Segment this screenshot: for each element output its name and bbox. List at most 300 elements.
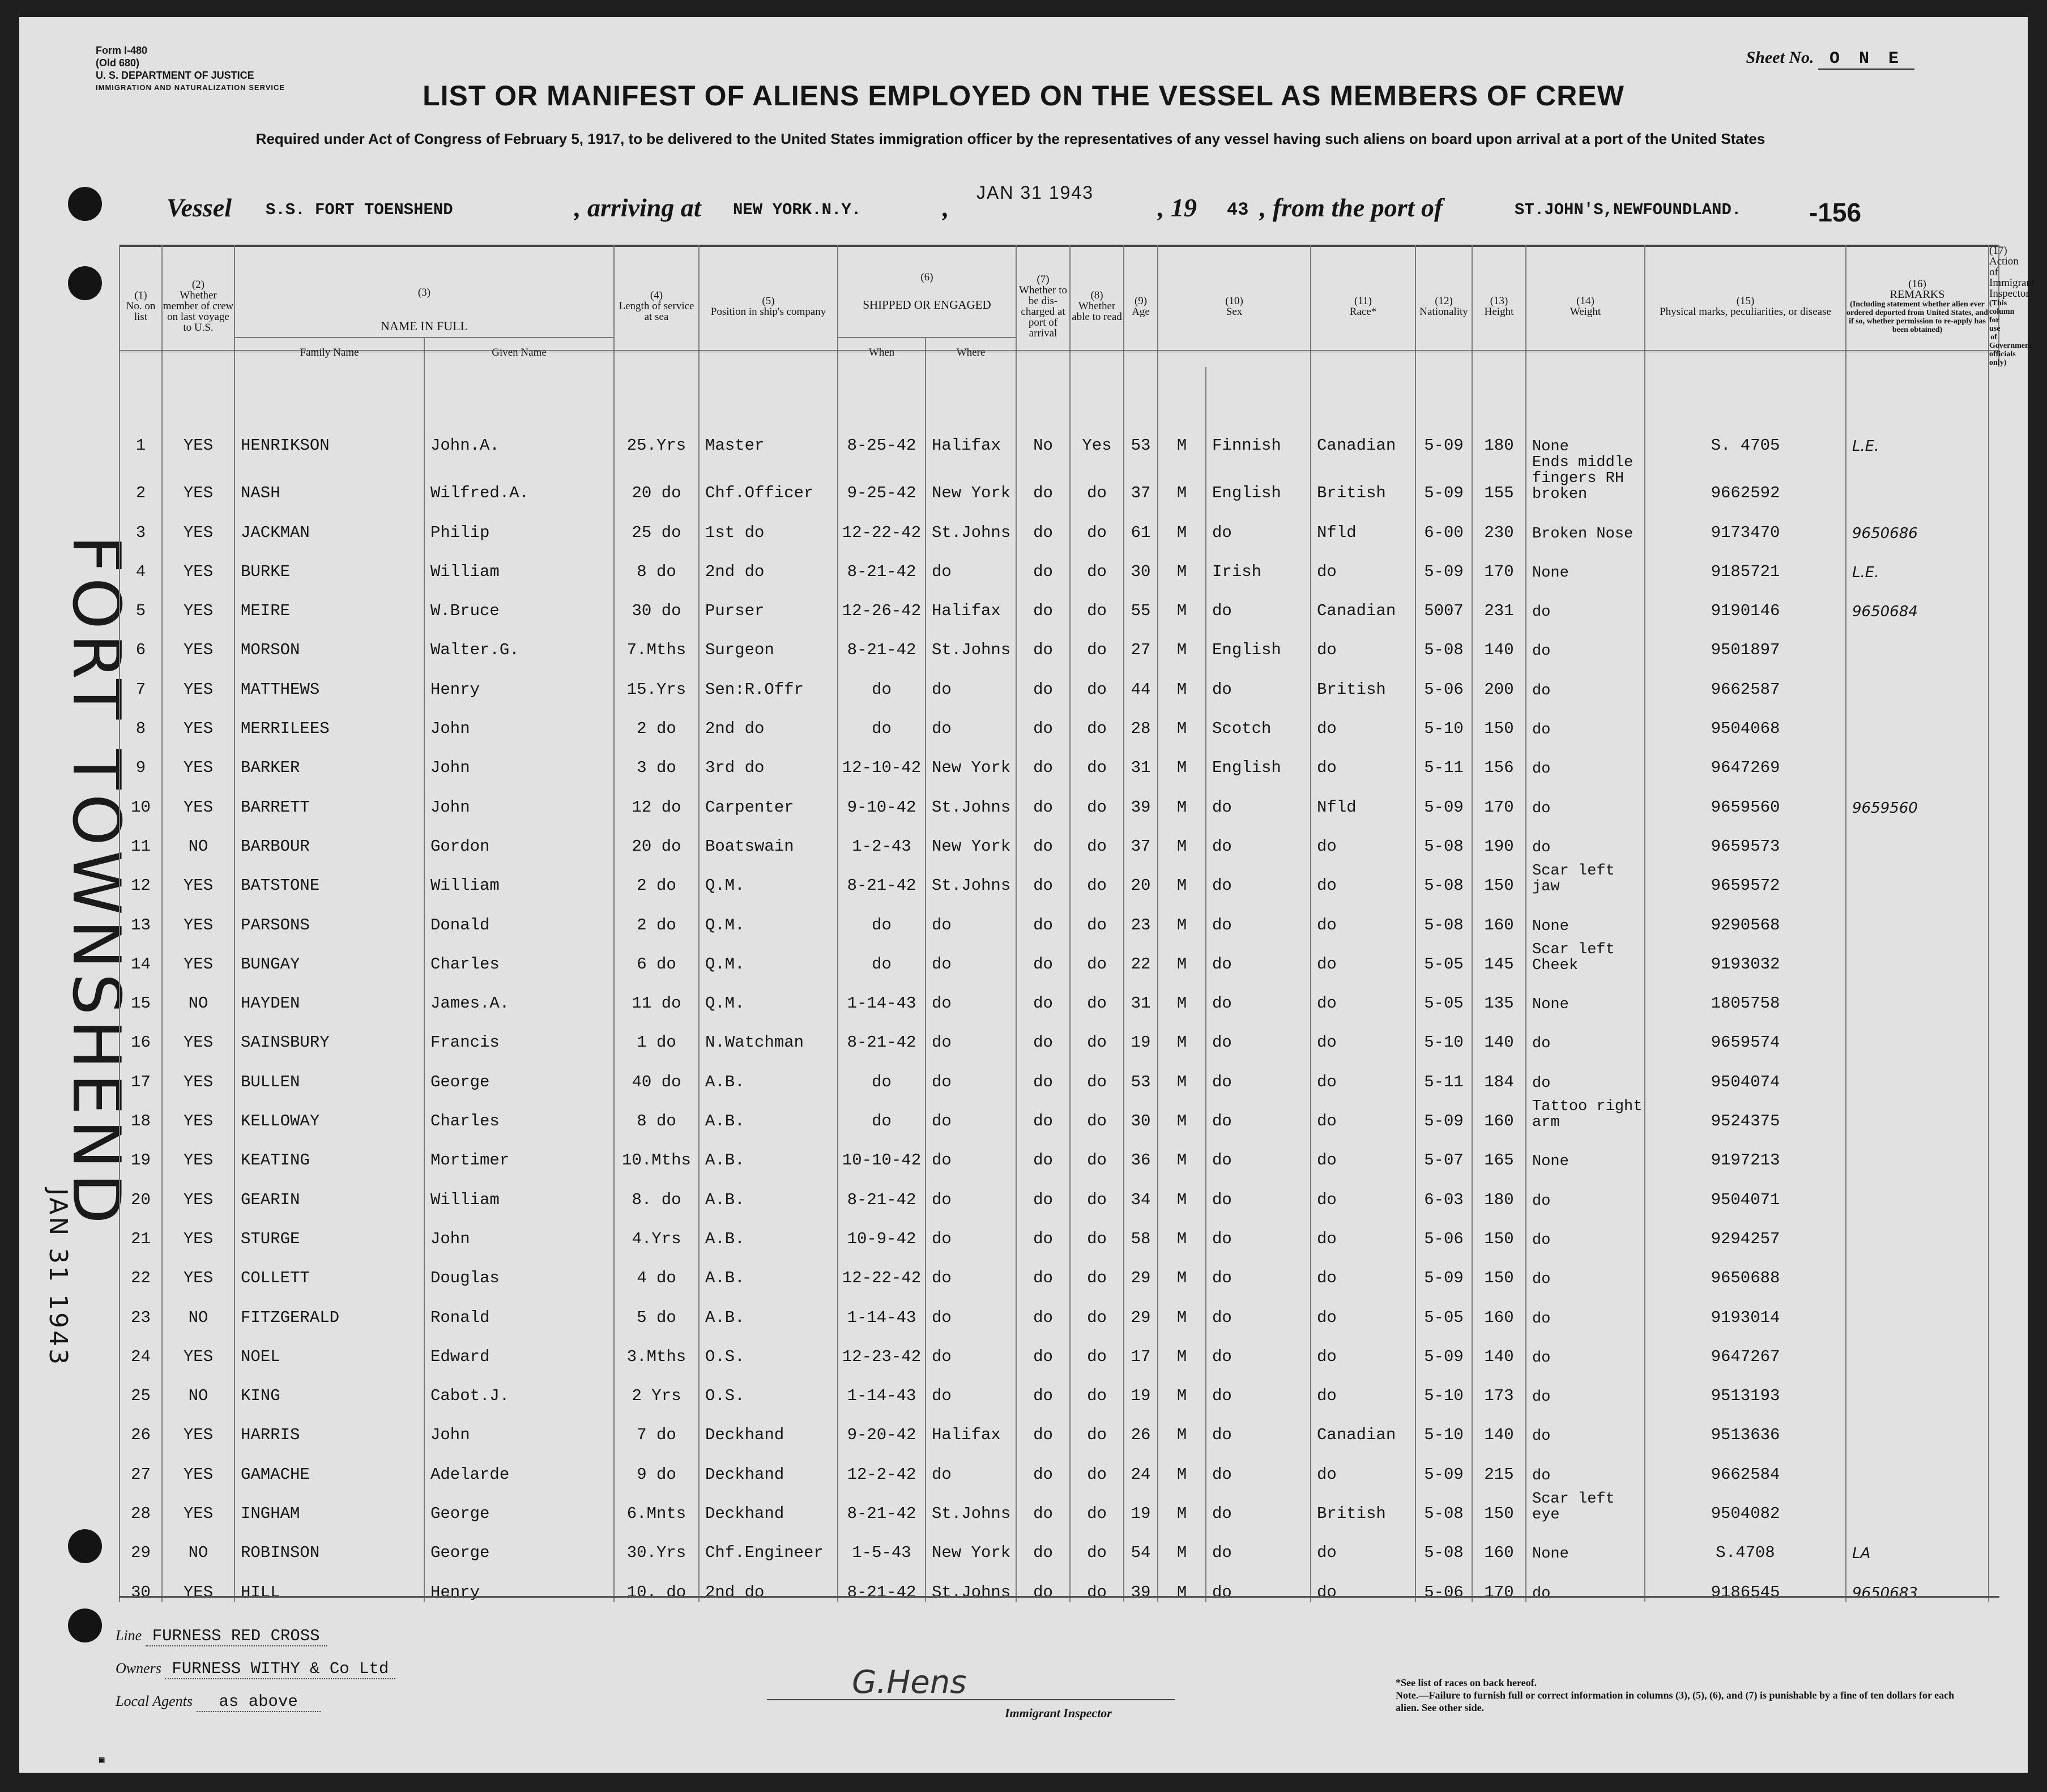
cell-discharged: do [1016,1444,1070,1483]
sheet-number-value: O N E [1818,49,1914,70]
cell-race: do [1206,1562,1311,1601]
cell-shipped-when: 12-26-42 [838,581,926,620]
form-number: Form I-480 [96,45,148,56]
cell-shipped-where: do [926,1248,1016,1287]
cell-no: 16 [120,1013,162,1052]
cell-weight: 150 [1472,1484,1526,1523]
cell-no: 8 [120,699,162,738]
cell-given-name: Donald [424,895,614,934]
header-col-13 [1472,245,1526,367]
cell-physical-marks: None [1526,895,1645,934]
cell-height: 5-09 [1415,455,1472,502]
cell-action [1846,1209,1989,1248]
cell-discharged: No [1016,416,1070,455]
cell-race: do [1206,817,1311,856]
cell-shipped-when: 1-14-43 [838,974,926,1013]
cell-nationality: do [1311,1052,1415,1091]
cell-height: 5-05 [1415,1287,1472,1326]
header-action-note: (This column for use of Government officials only) [1989,299,2032,367]
cell-action [1846,1013,1989,1052]
header-col-2 [162,245,234,367]
header-num: (17) [1989,245,2007,257]
cell-member: YES [162,416,234,455]
cell-member: YES [162,699,234,738]
cell-family-name: NASH [234,455,424,502]
cell-remarks: 9662587 [1645,659,1846,698]
form-old-number: (Old 680) [96,57,140,69]
cell-race: English [1206,738,1311,777]
cell-given-name: Ronald [424,1287,614,1326]
cell-race: do [1206,1248,1311,1287]
cell-member: YES [162,1405,234,1444]
cell-nationality: do [1311,935,1415,974]
cell-sex: M [1158,856,1206,895]
cell-discharged: do [1016,974,1070,1013]
cell-weight: 160 [1472,895,1526,934]
header-shipped-engaged: SHIPPED OR ENGAGED [863,298,991,312]
cell-shipped-where: do [926,1013,1016,1052]
cell-member: YES [162,1327,234,1366]
cell-position: Q.M. [699,895,838,934]
cell-shipped-when: 1-14-43 [838,1287,926,1326]
cell-discharged: do [1016,455,1070,502]
cell-race: do [1206,935,1311,974]
cell-position: Deckhand [699,1405,838,1444]
side-stamp-ship-name: FORT TOWNSHEND [58,535,134,1228]
cell-remarks: 9193032 [1645,935,1846,974]
cell-shipped-when: 1-14-43 [838,1366,926,1405]
cell-service: 2 Yrs [614,1366,699,1405]
cell-action: 9650684 [1846,581,1989,620]
table-row [120,620,1999,659]
cell-weight: 145 [1472,935,1526,974]
cell-remarks: 9173470 [1645,502,1846,541]
cell-read: do [1070,1209,1124,1248]
cell-age: 29 [1124,1248,1158,1287]
table-row [120,1170,1999,1209]
cell-position: 3rd do [699,738,838,777]
cell-remarks: 9659573 [1645,817,1846,856]
cell-family-name: MORSON [234,620,424,659]
crew-manifest-table [119,245,2035,1602]
cell-age: 61 [1124,502,1158,541]
cell-height: 5-09 [1415,777,1472,816]
cell-physical-marks: do [1526,699,1645,738]
cell-read: do [1070,1287,1124,1326]
cell-remarks: 1805758 [1645,974,1846,1013]
cell-age: 53 [1124,1052,1158,1091]
cell-remarks: 9185721 [1645,542,1846,581]
footer-line [116,1627,327,1645]
cell-action: 9650683 [1846,1562,1989,1601]
table-row [120,777,1999,816]
cell-given-name: Mortimer [424,1130,614,1170]
cell-family-name: BARRETT [234,777,424,816]
handwritten-number: -156 [1809,198,1862,227]
cell-given-name: Philip [424,502,614,541]
cell-position: A.B. [699,1052,838,1091]
cell-remarks: 9513193 [1645,1366,1846,1405]
cell-action: 9659560 [1846,777,1989,816]
header-age: Age [1132,305,1150,318]
cell-discharged: do [1016,895,1070,934]
cell-action [1846,1248,1989,1287]
footer-agents [116,1692,321,1711]
cell-given-name: W.Bruce [424,581,614,620]
cell-member: YES [162,1170,234,1209]
cell-family-name: ROBINSON [234,1523,424,1562]
cell-position: Chf.Engineer [699,1523,838,1562]
cell-physical-marks: None [1526,542,1645,581]
cell-given-name: John [424,738,614,777]
vessel-name: S.S. FORT TOENSHEND [266,200,453,219]
cell-no: 26 [120,1405,162,1444]
cell-physical-marks: Ends middle fingers RH broken [1526,455,1645,502]
header-physical-marks: Physical marks, peculiarities, or disease [1660,305,1831,318]
cell-service: 5 do [614,1287,699,1326]
comma: , [943,193,949,222]
cell-remarks: 9662584 [1645,1444,1846,1483]
cell-discharged: do [1016,620,1070,659]
arriving-label: , arriving at [574,193,701,222]
cell-race: do [1206,581,1311,620]
cell-nationality: do [1311,1562,1415,1601]
cell-read: do [1070,1091,1124,1130]
cell-weight: 140 [1472,1405,1526,1444]
note-penalty: Note.—Failure to furnish full or correct information in columns (3), (5), (6), and (7) is punishable by a fine of ten dollars for each alien. See other side. [1396,1689,1955,1713]
cell-height: 5-09 [1415,416,1472,455]
cell-shipped-when: 9-10-42 [838,777,926,816]
cell-nationality: do [1311,1366,1415,1405]
header-col-6 [838,245,1016,338]
cell-shipped-where: St.Johns [926,1562,1016,1601]
table-row [120,1052,1999,1091]
cell-physical-marks: do [1526,817,1645,856]
cell-weight: 165 [1472,1130,1526,1170]
cell-sex: M [1158,1444,1206,1483]
cell-shipped-when: do [838,659,926,698]
cell-discharged: do [1016,581,1070,620]
cell-nationality: British [1311,455,1415,502]
manifest-sheet [19,17,2035,1773]
cell-nationality: Nfld [1311,502,1415,541]
cell-action [1846,856,1989,895]
table-row [120,1444,1999,1483]
cell-family-name: BULLEN [234,1052,424,1091]
cell-sex: M [1158,1287,1206,1326]
table-row [120,1327,1999,1366]
cell-given-name: John.A. [424,416,614,455]
cell-discharged: do [1016,1562,1070,1601]
cell-no: 18 [120,1091,162,1130]
cell-remarks: 9193014 [1645,1287,1846,1326]
cell-sex: M [1158,455,1206,502]
cell-read: do [1070,1248,1124,1287]
cell-no: 12 [120,856,162,895]
cell-family-name: BURKE [234,542,424,581]
cell-action [1846,1287,1989,1326]
table-row [120,1209,1999,1248]
cell-age: 17 [1124,1327,1158,1366]
cell-height: 5-08 [1415,856,1472,895]
cell-family-name: HILL [234,1562,424,1601]
cell-shipped-where: New York [926,738,1016,777]
line-value: FURNESS RED CROSS [146,1627,327,1646]
cell-position: Master [699,416,838,455]
cell-nationality: do [1311,1248,1415,1287]
cell-shipped-when: 12-2-42 [838,1444,926,1483]
cell-weight: 140 [1472,1013,1526,1052]
service-name: IMMIGRATION AND NATURALIZATION SERVICE [96,83,285,92]
cell-weight: 170 [1472,542,1526,581]
year-prefix: , 19 [1158,193,1197,222]
header-num: (10) [1225,295,1243,307]
cell-read: do [1070,817,1124,856]
cell-sex: M [1158,1484,1206,1523]
year-suffix: 43 [1227,199,1249,220]
cell-given-name: William [424,542,614,581]
cell-sex: M [1158,1523,1206,1562]
cell-member: YES [162,1562,234,1601]
cell-weight: 200 [1472,659,1526,698]
cell-action [1846,817,1989,856]
cell-physical-marks: Scar left Cheek [1526,935,1645,974]
cell-position: A.B. [699,1170,838,1209]
cell-discharged: do [1016,1091,1070,1130]
cell-race: do [1206,1444,1311,1483]
cell-no: 20 [120,1170,162,1209]
cell-age: 30 [1124,1091,1158,1130]
cell-race: do [1206,1209,1311,1248]
cell-height: 5-11 [1415,738,1472,777]
cell-member: YES [162,1013,234,1052]
cell-physical-marks: Scar left jaw [1526,856,1645,895]
cell-physical-marks: do [1526,620,1645,659]
cell-action [1846,620,1989,659]
cell-nationality: do [1311,1444,1415,1483]
cell-shipped-where: do [926,974,1016,1013]
header-num: (14) [1576,295,1594,307]
cell-age: 30 [1124,542,1158,581]
header-col-9 [1124,245,1158,367]
cell-member: YES [162,1209,234,1248]
cell-sex: M [1158,1091,1206,1130]
owners-value: FURNESS WITHY & Co Ltd [165,1659,395,1679]
cell-given-name: William [424,856,614,895]
cell-service: 30 do [614,581,699,620]
cell-shipped-when: 8-21-42 [838,1484,926,1523]
cell-no: 1 [120,416,162,455]
cell-position: O.S. [699,1327,838,1366]
cell-given-name: Wilfred.A. [424,455,614,502]
cell-age: 39 [1124,777,1158,816]
cell-read: do [1070,1366,1124,1405]
cell-nationality: British [1311,659,1415,698]
header-able-to-read: Whether able to read [1072,300,1122,323]
cell-sex: M [1158,1130,1206,1170]
inspector-signature: G.Hens [852,1664,967,1701]
table-row [120,659,1999,698]
cell-shipped-when: 10-10-42 [838,1130,926,1170]
cell-age: 26 [1124,1405,1158,1444]
cell-height: 5007 [1415,581,1472,620]
cell-physical-marks: Tattoo right arm [1526,1091,1645,1130]
cell-shipped-when: 12-22-42 [838,502,926,541]
cell-action [1846,1091,1989,1130]
cell-remarks: 9190146 [1645,581,1846,620]
cell-race: do [1206,1327,1311,1366]
cell-position: O.S. [699,1366,838,1405]
cell-shipped-when: 1-5-43 [838,1523,926,1562]
cell-position: Q.M. [699,856,838,895]
cell-height: 5-06 [1415,1562,1472,1601]
cell-race: do [1206,502,1311,541]
cell-sex: M [1158,502,1206,541]
cell-given-name: William [424,1170,614,1209]
cell-read: Yes [1070,416,1124,455]
cell-sex: M [1158,1562,1206,1601]
cell-remarks: 9504071 [1645,1170,1846,1209]
cell-discharged: do [1016,935,1070,974]
cell-height: 5-10 [1415,1405,1472,1444]
cell-sex: M [1158,659,1206,698]
cell-no: 10 [120,777,162,816]
cell-height: 5-11 [1415,1052,1472,1091]
cell-discharged: do [1016,659,1070,698]
cell-service: 4 do [614,1248,699,1287]
cell-member: YES [162,777,234,816]
cell-family-name: KEATING [234,1130,424,1170]
cell-family-name: INGHAM [234,1484,424,1523]
cell-position: Boatswain [699,817,838,856]
cell-physical-marks: do [1526,1562,1645,1601]
cell-action [1846,935,1989,974]
cell-no: 29 [120,1523,162,1562]
cell-height: 5-09 [1415,542,1472,581]
cell-shipped-when: 8-21-42 [838,1013,926,1052]
cell-read: do [1070,1523,1124,1562]
cell-action [1846,659,1989,698]
table-row [120,455,1999,502]
cell-given-name: Adelarde [424,1444,614,1483]
cell-discharged: do [1016,1287,1070,1326]
cell-height: 5-08 [1415,1484,1472,1523]
cell-remarks: 9504082 [1645,1484,1846,1523]
cell-action [1846,1327,1989,1366]
cell-race: do [1206,1013,1311,1052]
department-name: U. S. DEPARTMENT OF JUSTICE [96,70,254,81]
cell-member: YES [162,1484,234,1523]
cell-height: 5-09 [1415,1248,1472,1287]
cell-shipped-where: St.Johns [926,777,1016,816]
cell-family-name: KING [234,1366,424,1405]
header-when: When [838,338,926,367]
cell-no: 25 [120,1366,162,1405]
table-row [120,1366,1999,1405]
cell-read: do [1070,777,1124,816]
cell-age: 39 [1124,1562,1158,1601]
cell-discharged: do [1016,1248,1070,1287]
cell-age: 20 [1124,856,1158,895]
cell-service: 7 do [614,1405,699,1444]
cell-physical-marks: do [1526,777,1645,816]
cell-read: do [1070,659,1124,698]
cell-height: 5-05 [1415,935,1472,974]
cell-family-name: BATSTONE [234,856,424,895]
vessel-label: Vessel [167,193,232,222]
cell-height: 5-09 [1415,1444,1472,1483]
cell-shipped-where: do [926,1327,1016,1366]
cell-no: 22 [120,1248,162,1287]
cell-race: do [1206,659,1311,698]
cell-action [1846,895,1989,934]
cell-shipped-where: St.Johns [926,856,1016,895]
cell-discharged: do [1016,699,1070,738]
cell-service: 2 do [614,895,699,934]
cell-shipped-where: New York [926,1523,1016,1562]
cell-service: 25 do [614,502,699,541]
cell-discharged: do [1016,777,1070,816]
cell-remarks: 9659560 [1645,777,1846,816]
cell-given-name: Francis [424,1013,614,1052]
cell-shipped-when: 8-21-42 [838,1170,926,1209]
cell-no: 23 [120,1287,162,1326]
cell-nationality: do [1311,738,1415,777]
cell-family-name: FITZGERALD [234,1287,424,1326]
cell-age: 29 [1124,1287,1158,1326]
header-col-12 [1415,245,1472,367]
cell-given-name: Walter.G. [424,620,614,659]
cell-read: do [1070,699,1124,738]
cell-member: YES [162,659,234,698]
cell-height: 6-03 [1415,1170,1472,1209]
cell-weight: 140 [1472,1327,1526,1366]
cell-age: 36 [1124,1130,1158,1170]
cell-sex: M [1158,935,1206,974]
cell-age: 55 [1124,581,1158,620]
cell-member: YES [162,738,234,777]
cell-service: 3.Mths [614,1327,699,1366]
cell-weight: 160 [1472,1523,1526,1562]
header-col-15 [1645,245,1846,367]
side-stamp-date: JAN 31 1943 [44,1188,73,1367]
cell-shipped-when: 8-21-42 [838,856,926,895]
cell-sex: M [1158,1327,1206,1366]
header-col-17 [1989,245,2035,367]
cell-position: Chf.Officer [699,455,838,502]
cell-position: 2nd do [699,1562,838,1601]
cell-weight: 190 [1472,817,1526,856]
cell-sex: M [1158,817,1206,856]
cell-service: 4.Yrs [614,1209,699,1248]
header-num: (8) [1090,289,1103,301]
note-races: *See list of races on back hereof. [1396,1677,1537,1688]
table-row [120,935,1999,974]
cell-physical-marks: Scar left eye [1526,1484,1645,1523]
cell-read: do [1070,1405,1124,1444]
cell-age: 37 [1124,455,1158,502]
cell-shipped-when: 1-2-43 [838,817,926,856]
cell-weight: 231 [1472,581,1526,620]
cell-age: 22 [1124,935,1158,974]
header-num: (16) [1908,278,1926,290]
header-family-name: Family Name [234,338,424,367]
cell-family-name: GAMACHE [234,1444,424,1483]
cell-given-name: John [424,1405,614,1444]
cell-service: 1 do [614,1013,699,1052]
cell-weight: 150 [1472,1209,1526,1248]
cell-remarks: 9186545 [1645,1562,1846,1601]
